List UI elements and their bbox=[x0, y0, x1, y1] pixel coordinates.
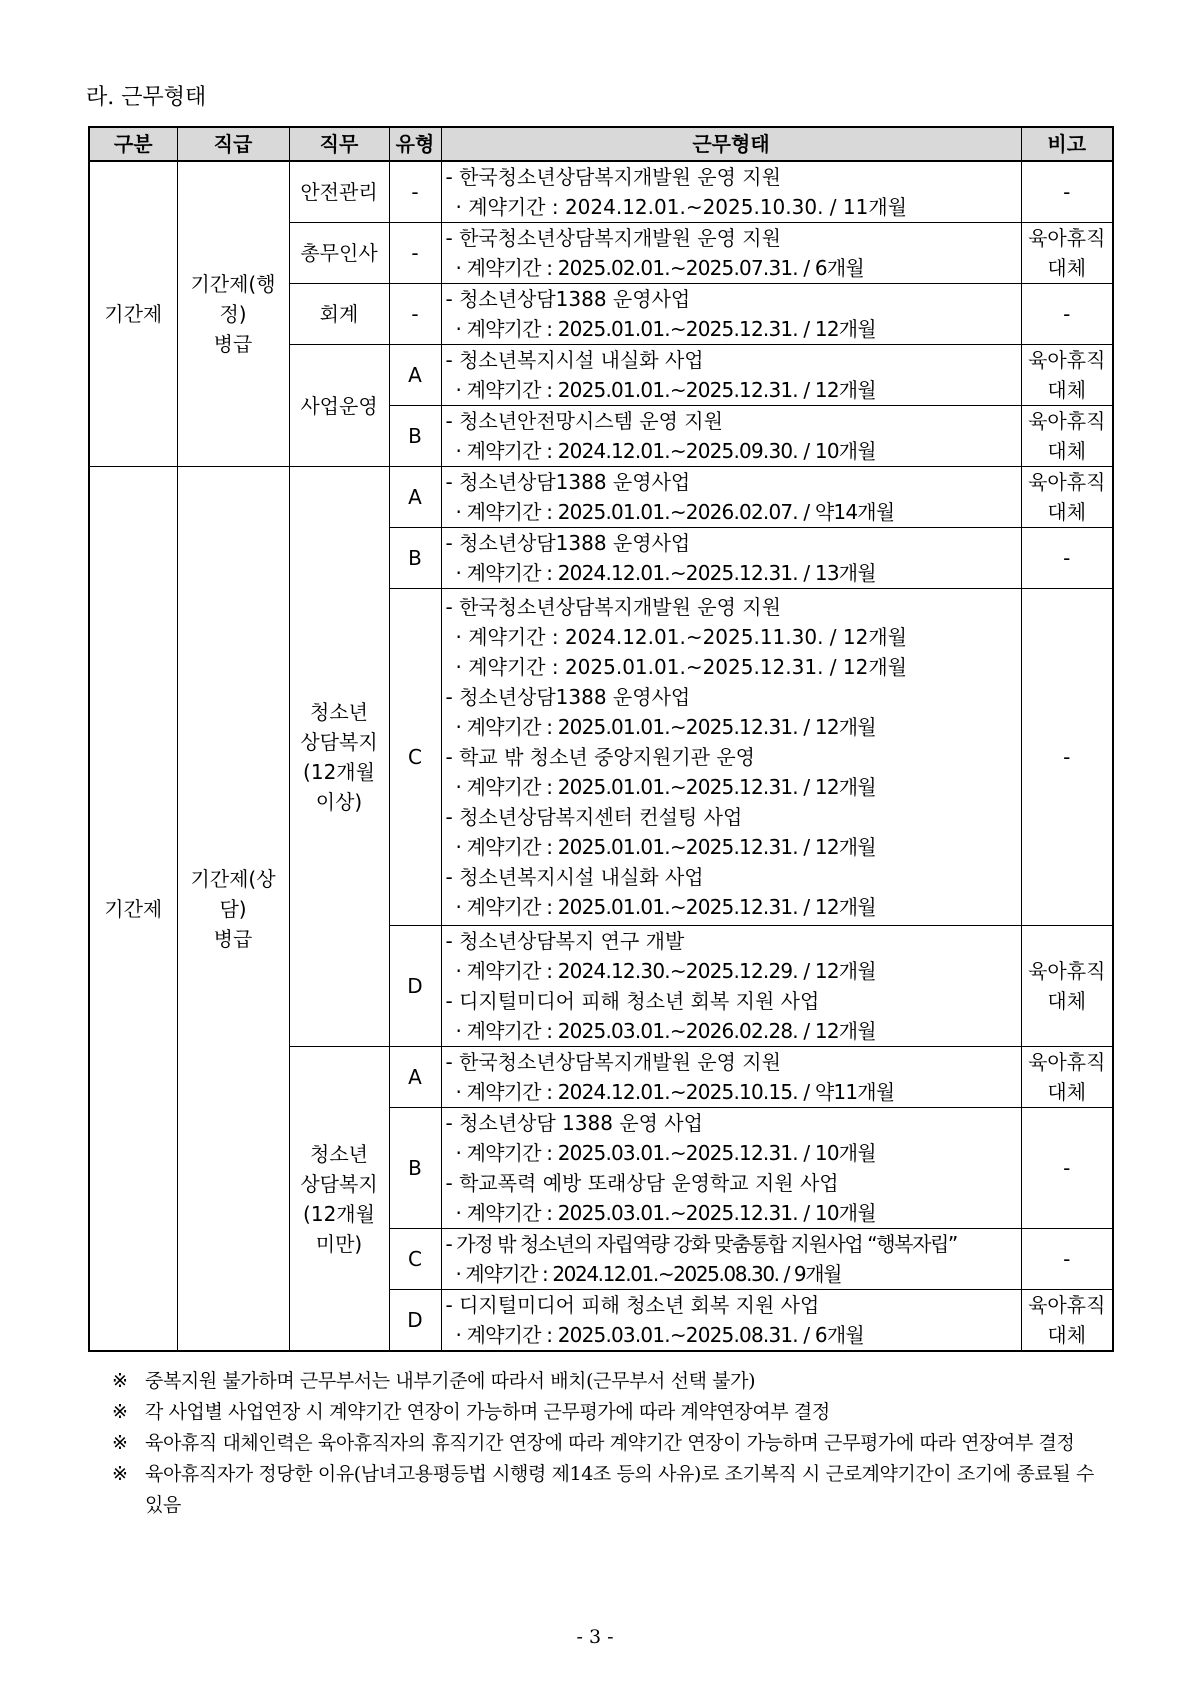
type-cell: - bbox=[389, 284, 441, 345]
work-line: · 계약기간 : 2025.01.01.~2025.12.31. / 12개월 bbox=[455, 378, 876, 402]
duty-line: 청소년 bbox=[310, 699, 368, 724]
work-line: · 계약기간 : 2025.01.01.~2025.12.31. / 12개월 bbox=[455, 715, 876, 739]
remark-line: 대체 bbox=[1047, 439, 1087, 463]
duty-cell: 회계 bbox=[289, 284, 389, 345]
work-cell bbox=[441, 1047, 1021, 1108]
duty-line: 상담복지 bbox=[300, 1171, 378, 1196]
work-line: · 계약기간 : 2025.03.01.~2025.12.31. / 10개월 bbox=[455, 1141, 876, 1165]
remark-line: 대체 bbox=[1047, 500, 1087, 524]
reference-mark: ※ bbox=[112, 1370, 128, 1392]
work-cell bbox=[441, 1108, 1021, 1229]
work-line: · 계약기간 : 2025.01.01.~2025.12.31. / 12개월 bbox=[455, 775, 876, 799]
note-text: 중복지원 불가하며 근무부서는 내부기준에 따라서 배치(근무부서 선택 불가) bbox=[145, 1370, 756, 1392]
grade-cell bbox=[177, 467, 289, 1352]
remark-line: 육아휴직 bbox=[1028, 470, 1106, 494]
work-cell bbox=[441, 223, 1021, 284]
note-item bbox=[112, 1397, 1112, 1428]
work-cell bbox=[441, 284, 1021, 345]
remark-line: 육아휴직 bbox=[1028, 409, 1106, 433]
type-cell: D bbox=[389, 926, 441, 1047]
type-cell: A bbox=[389, 467, 441, 528]
remark-cell: - bbox=[1021, 589, 1113, 926]
duty-line: 상담복지 bbox=[300, 729, 378, 754]
duty-line: (12개월 bbox=[303, 1201, 375, 1226]
note-text: 육아휴직자가 정당한 이유(남녀고용평등법 시행령 제14조 등의 사유)로 조기복직 시 근로계약기간이 조기에 종료될 수 있음 bbox=[145, 1463, 1094, 1516]
work-line: · 계약기간 : 2025.03.01.~2026.02.28. / 12개월 bbox=[455, 1019, 876, 1043]
remark-line: 대체 bbox=[1047, 989, 1087, 1013]
work-line: · 계약기간 : 2025.01.01.~2026.02.07. / 약14개월 bbox=[455, 500, 895, 524]
type-cell: B bbox=[389, 406, 441, 467]
reference-mark: ※ bbox=[112, 1401, 128, 1423]
header-grade: 직급 bbox=[177, 127, 289, 161]
type-cell: B bbox=[389, 1108, 441, 1229]
table-row bbox=[89, 467, 1113, 528]
work-line: · 계약기간 : 2025.02.01.~2025.07.31. / 6개월 bbox=[455, 256, 864, 280]
remark-line: 대체 bbox=[1047, 1323, 1087, 1347]
remark-line: 대체 bbox=[1047, 256, 1087, 280]
work-line: - 학교 밖 청소년 중앙지원기관 운영 bbox=[445, 745, 755, 769]
header-type: 유형 bbox=[389, 127, 441, 161]
work-line: - 디지털미디어 피해 청소년 회복 지원 사업 bbox=[445, 989, 820, 1013]
duty-line: (12개월 bbox=[303, 759, 375, 784]
note-text: 육아휴직 대체인력은 육아휴직자의 휴직기간 연장에 따라 계약기간 연장이 가능하며 근무평가에 따라 연장여부 결정 bbox=[145, 1432, 1075, 1454]
table-row bbox=[89, 161, 1113, 223]
work-line: - 한국청소년상담복지개발원 운영 지원 bbox=[445, 226, 781, 250]
work-cell bbox=[441, 589, 1021, 926]
work-line: - 학교폭력 예방 또래상담 운영학교 지원 사업 bbox=[445, 1171, 839, 1195]
duty-cell: 사업운영 bbox=[289, 345, 389, 467]
header-remarks: 비고 bbox=[1021, 127, 1113, 161]
header-duty: 직무 bbox=[289, 127, 389, 161]
work-line: - 청소년복지시설 내실화 사업 bbox=[445, 348, 704, 372]
remark-cell bbox=[1021, 1290, 1113, 1352]
work-cell bbox=[441, 1229, 1021, 1290]
work-line: · 계약기간 : 2024.12.01.~2025.10.30. / 11개월 bbox=[455, 195, 907, 219]
remark-cell bbox=[1021, 345, 1113, 406]
note-item bbox=[112, 1459, 1112, 1521]
work-cell bbox=[441, 1290, 1021, 1352]
type-cell: - bbox=[389, 223, 441, 284]
work-type-table bbox=[88, 126, 1114, 1352]
work-line: - 한국청소년상담복지개발원 운영 지원 bbox=[445, 1050, 781, 1074]
duty-line: 청소년 bbox=[310, 1141, 368, 1166]
header-category: 구분 bbox=[89, 127, 177, 161]
duty-cell bbox=[289, 467, 389, 1047]
section-title: 라. 근무형태 bbox=[86, 85, 207, 110]
remark-line: 대체 bbox=[1047, 378, 1087, 402]
work-line: · 계약기간 : 2024.12.01.~2025.12.31. / 13개월 bbox=[455, 561, 876, 585]
type-cell: A bbox=[389, 345, 441, 406]
duty-cell bbox=[289, 1047, 389, 1352]
work-line: · 계약기간 : 2025.03.01.~2025.08.31. / 6개월 bbox=[455, 1323, 864, 1347]
duty-line: 이상) bbox=[315, 789, 363, 814]
type-cell: C bbox=[389, 589, 441, 926]
remark-cell: - bbox=[1021, 1108, 1113, 1229]
work-cell bbox=[441, 406, 1021, 467]
remark-cell: - bbox=[1021, 161, 1113, 223]
work-line: - 청소년상담 1388 운영 사업 bbox=[445, 1111, 703, 1135]
page-number: - 3 - bbox=[576, 1626, 614, 1648]
remark-line: 육아휴직 bbox=[1028, 1050, 1106, 1074]
work-line: - 한국청소년상담복지개발원 운영 지원 bbox=[445, 165, 781, 189]
work-line: - 한국청소년상담복지개발원 운영 지원 bbox=[445, 595, 781, 619]
work-line: · 계약기간 : 2025.01.01.~2025.12.31. / 12개월 bbox=[455, 317, 876, 341]
work-line: · 계약기간 : 2024.12.01.~2025.10.15. / 약11개월 bbox=[455, 1080, 895, 1104]
work-line: · 계약기간 : 2025.01.01.~2025.12.31. / 12개월 bbox=[455, 655, 907, 679]
work-line: - 디지털미디어 피해 청소년 회복 지원 사업 bbox=[445, 1293, 820, 1317]
remark-cell: - bbox=[1021, 284, 1113, 345]
work-line: - 청소년안전망시스템 운영 지원 bbox=[445, 409, 723, 433]
remark-cell bbox=[1021, 223, 1113, 284]
remark-cell bbox=[1021, 467, 1113, 528]
work-line: - 가정 밖 청소년의 자립역량 강화 맞춤통합 지원사업 “행복자립” bbox=[445, 1232, 957, 1256]
remark-cell: - bbox=[1021, 528, 1113, 589]
remark-cell: - bbox=[1021, 1229, 1113, 1290]
work-line: · 계약기간 : 2024.12.01.~2025.08.30. / 9개월 bbox=[455, 1262, 842, 1286]
note-item bbox=[112, 1428, 1112, 1459]
work-line: · 계약기간 : 2025.01.01.~2025.12.31. / 12개월 bbox=[455, 895, 876, 919]
work-line: - 청소년상담복지 연구 개발 bbox=[445, 929, 685, 953]
work-line: - 청소년복지시설 내실화 사업 bbox=[445, 865, 704, 889]
duty-cell: 총무인사 bbox=[289, 223, 389, 284]
work-line: · 계약기간 : 2024.12.01.~2025.11.30. / 12개월 bbox=[455, 625, 907, 649]
work-line: - 청소년상담1388 운영사업 bbox=[445, 685, 691, 709]
grade-cell bbox=[177, 161, 289, 467]
remark-cell bbox=[1021, 926, 1113, 1047]
grade-line: 기간제(상담) bbox=[190, 866, 276, 921]
remark-line: 대체 bbox=[1047, 1080, 1087, 1104]
work-cell bbox=[441, 161, 1021, 223]
category-cell: 기간제 bbox=[89, 467, 177, 1352]
type-cell: B bbox=[389, 528, 441, 589]
work-cell bbox=[441, 345, 1021, 406]
work-line: · 계약기간 : 2025.01.01.~2025.12.31. / 12개월 bbox=[455, 835, 876, 859]
remark-cell bbox=[1021, 1047, 1113, 1108]
work-line: - 청소년상담1388 운영사업 bbox=[445, 470, 691, 494]
grade-line: 병급 bbox=[213, 332, 253, 356]
remark-line: 육아휴직 bbox=[1028, 959, 1106, 983]
duty-cell: 안전관리 bbox=[289, 161, 389, 223]
header-work-form: 근무형태 bbox=[441, 127, 1021, 161]
table-header-row bbox=[89, 127, 1113, 161]
note-item bbox=[112, 1366, 1112, 1397]
work-line: · 계약기간 : 2024.12.01.~2025.09.30. / 10개월 bbox=[455, 439, 876, 463]
work-line: - 청소년상담복지센터 컨설팅 사업 bbox=[445, 805, 743, 829]
remark-line: 육아휴직 bbox=[1028, 1293, 1106, 1317]
type-cell: - bbox=[389, 161, 441, 223]
work-line: · 계약기간 : 2025.03.01.~2025.12.31. / 10개월 bbox=[455, 1201, 876, 1225]
work-line: · 계약기간 : 2024.12.30.~2025.12.29. / 12개월 bbox=[455, 959, 876, 983]
work-cell bbox=[441, 467, 1021, 528]
grade-line: 병급 bbox=[213, 926, 253, 951]
notes bbox=[112, 1366, 1112, 1521]
work-cell bbox=[441, 926, 1021, 1047]
type-cell: D bbox=[389, 1290, 441, 1352]
type-cell: A bbox=[389, 1047, 441, 1108]
category-cell: 기간제 bbox=[89, 161, 177, 467]
duty-line: 미만) bbox=[315, 1231, 363, 1256]
work-line: - 청소년상담1388 운영사업 bbox=[445, 531, 691, 555]
work-cell bbox=[441, 528, 1021, 589]
grade-line: 기간제(행정) bbox=[190, 272, 276, 326]
remark-cell bbox=[1021, 406, 1113, 467]
note-text: 각 사업별 사업연장 시 계약기간 연장이 가능하며 근무평가에 따라 계약연장여부 결정 bbox=[145, 1401, 830, 1423]
remark-line: 육아휴직 bbox=[1028, 348, 1106, 372]
work-line: - 청소년상담1388 운영사업 bbox=[445, 287, 691, 311]
reference-mark: ※ bbox=[112, 1432, 128, 1454]
type-cell: C bbox=[389, 1229, 441, 1290]
reference-mark: ※ bbox=[112, 1463, 128, 1485]
remark-line: 육아휴직 bbox=[1028, 226, 1106, 250]
